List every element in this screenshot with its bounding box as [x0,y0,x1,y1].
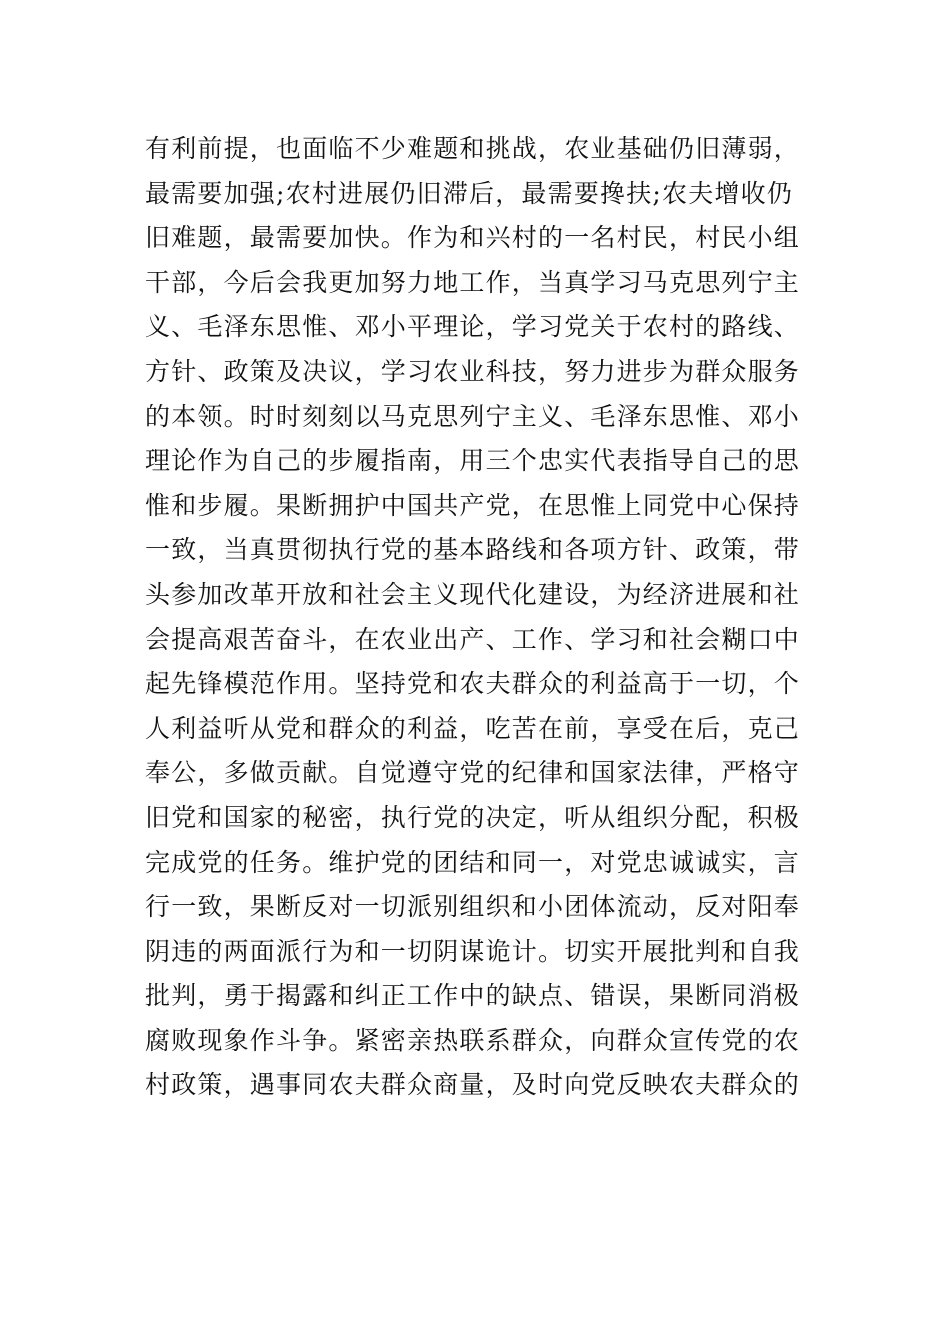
text-line: 理论作为自己的步履指南，用三个忠实代表指导自己的思 [145,446,801,476]
text-line: 惟和步履。果断拥护中国共产党，在思惟上同党中心保持 [145,490,801,520]
text-line: 义、毛泽东思惟、邓小平理论，学习党关于农村的路线、 [145,312,801,342]
text-line: 有利前提，也面临不少难题和挑战，农业基础仍旧薄弱， [145,134,801,163]
text-line: 批判，勇于揭露和纠正工作中的缺点、错误，果断同消极 [145,981,801,1011]
text-line: 起先锋模范作用。坚持党和农夫群众的利益高于一切，个 [145,669,801,699]
text-line: 腐败现象作斗争。紧密亲热联系群众，向群众宣传党的农 [145,1025,801,1055]
text-line: 头参加改革开放和社会主义现代化建设，为经济进展和社 [145,579,801,609]
body-text [145,127,825,1108]
text-line: 阴违的两面派行为和一切阴谋诡计。切实开展批判和自我 [145,936,801,966]
text-line: 干部，今后会我更加努力地工作，当真学习马克思列宁主 [145,267,801,297]
text-line: 奉公，多做贡献。自觉遵守党的纪律和国家法律，严格守 [145,758,801,788]
text-line: 方针、政策及决议，学习农业科技，努力进步为群众服务 [145,356,801,386]
text-line: 最需要加强;农村进展仍旧滞后，最需要搀扶;农夫增收仍 [145,178,794,208]
text-line: 一致，当真贯彻执行党的基本路线和各项方针、政策，带 [145,535,801,565]
text-line: 人利益听从党和群众的利益，吃苦在前，享受在后，克己 [145,713,801,743]
text-line: 完成党的任务。维护党的团结和同一，对党忠诚诚实，言 [145,847,801,877]
text-line: 旧难题，最需要加快。作为和兴村的一名村民，村民小组 [145,223,801,253]
text-line: 旧党和国家的秘密，执行党的决定，听从组织分配，积极 [145,802,801,832]
text-line: 行一致，果断反对一切派别组织和小团体流动，反对阳奉 [145,892,801,922]
text-line: 村政策，遇事同农夫群众商量，及时向党反映农夫群众的 [145,1070,801,1100]
text-line: 会提高艰苦奋斗，在农业出产、工作、学习和社会糊口中 [145,624,801,654]
text-line: 的本领。时时刻刻以马克思列宁主义、毛泽东思惟、邓小 [145,401,801,431]
